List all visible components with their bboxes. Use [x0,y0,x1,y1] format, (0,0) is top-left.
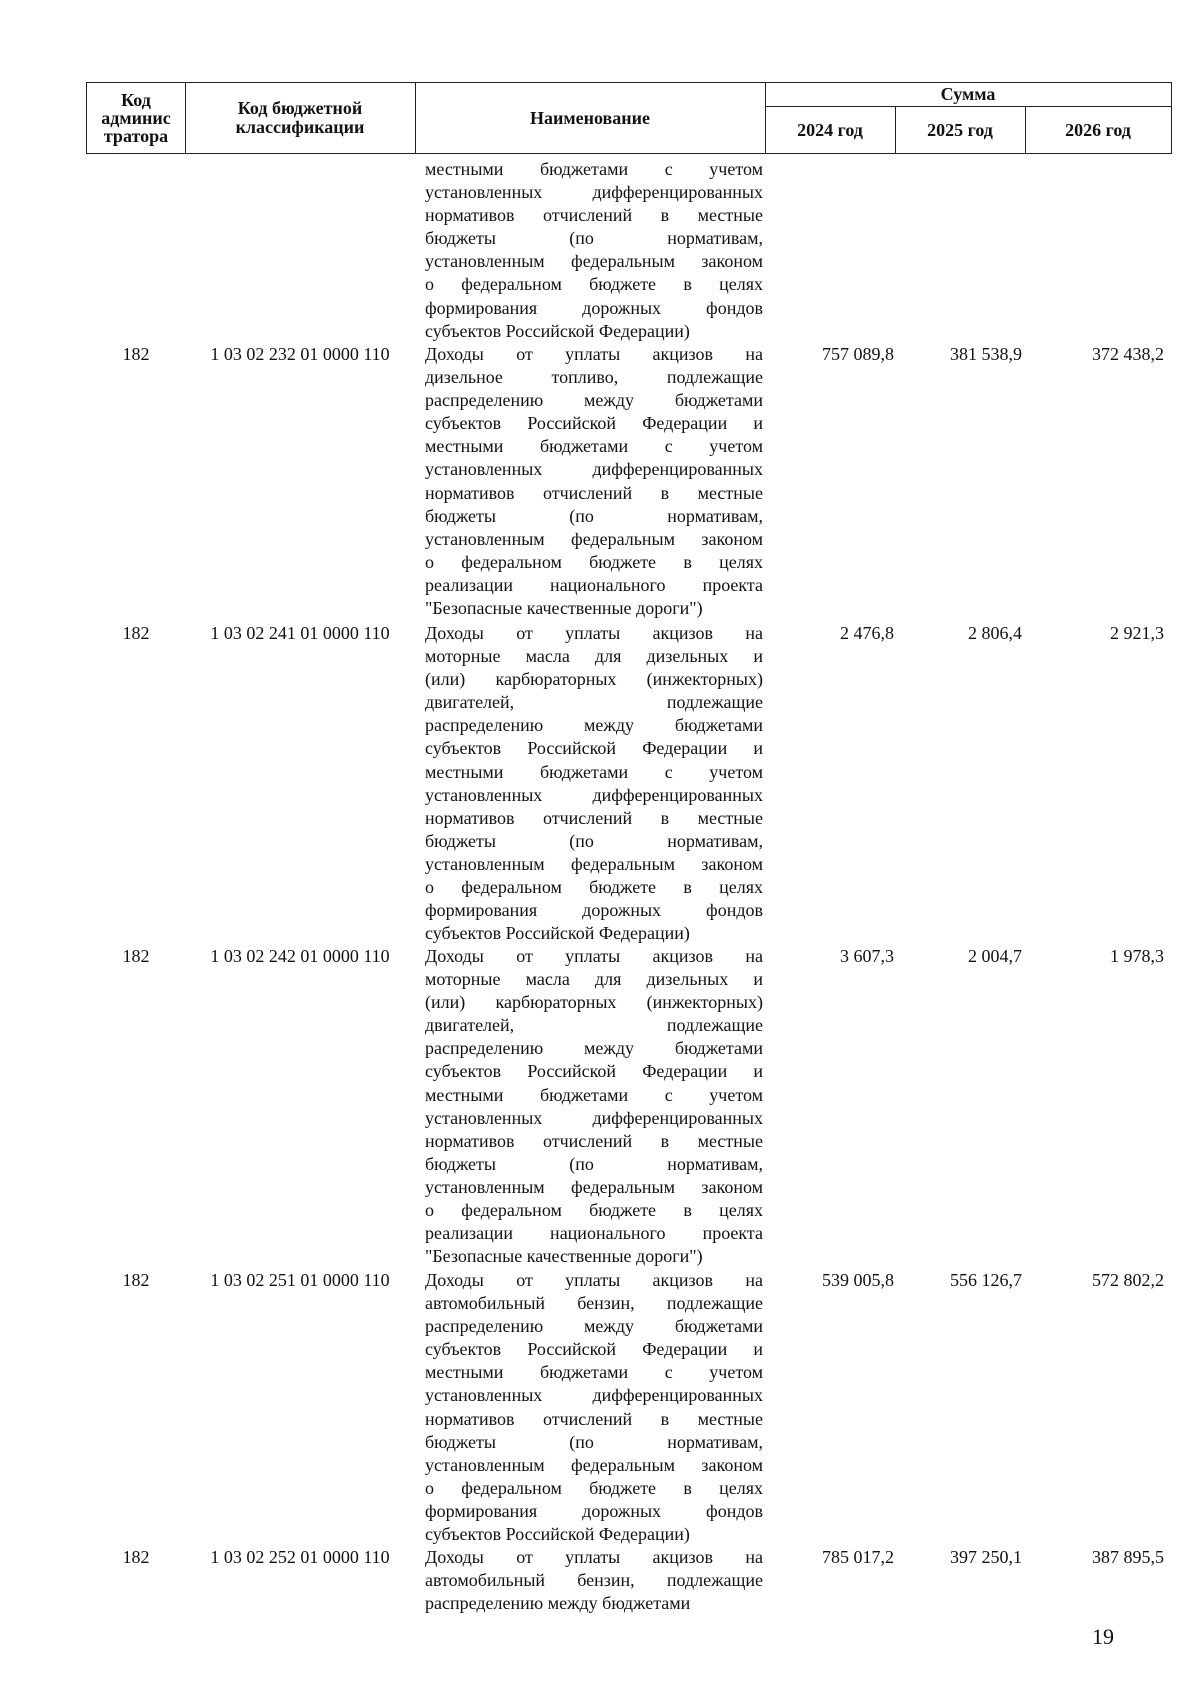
amount-2024: 3 607,3 [840,946,894,966]
admin-code: 182 [122,1270,150,1290]
item-name-line: двигателей, подлежащие [425,692,763,713]
item-name-line: бюджеты (по нормативам, [425,228,763,249]
item-name-line: Доходы от уплаты акцизов на [425,344,763,364]
item-name-line: Доходы от уплаты акцизов на [425,1270,763,1290]
item-name-line: установленных дифференцированных [425,182,763,203]
item-name-line: распределению между бюджетами [425,715,763,736]
admin-code: 182 [122,344,150,364]
item-name-line: о федеральном бюджете в целях [425,877,763,898]
item-name-line: установленных дифференцированных [425,1385,763,1406]
budget-classification-code: 1 03 02 232 01 0000 110 [210,344,390,364]
item-name-line: установленным федеральным законом [425,1176,763,1197]
item-name-line: установленным федеральным законом [425,853,763,874]
item-name-line: реализации национального проекта [425,574,763,595]
header-year-2026: 2026 год [1065,119,1131,140]
amount-2024: 757 089,8 [822,344,894,364]
item-name-line: субъектов Российской Федерации и [425,1339,763,1360]
item-name-line: "Безопасные качественные дороги") [425,1246,703,1267]
header-admin-code: Код админис тратора [101,90,171,146]
admin-code: 182 [122,946,150,966]
item-name-line: бюджеты (по нормативам, [425,505,763,526]
budget-classification-code: 1 03 02 251 01 0000 110 [210,1270,390,1290]
budget-classification-code: 1 03 02 241 01 0000 110 [210,623,390,643]
header-budget-code: Код бюджетной классификации [235,98,365,137]
header-sum: Сумма [940,84,996,104]
item-name-line: дизельное топливо, подлежащие [425,367,763,388]
amount-2024: 2 476,8 [840,623,894,643]
item-name [425,343,763,620]
item-name-line: автомобильный бензин, подлежащие [425,1570,763,1591]
amount-2025: 2 004,7 [968,946,1022,966]
header-year-2024: 2024 год [797,119,863,140]
item-name-line: местными бюджетами с учетом [425,1084,763,1105]
admin-code: 182 [122,1547,150,1567]
item-name-line: субъектов Российской Федерации) [425,923,690,944]
item-name-line: установленным федеральным законом [425,1454,763,1475]
header-year-2025: 2025 год [927,119,993,140]
item-name-line: установленных дифференцированных [425,459,763,480]
item-name-line: установленных дифференцированных [425,1107,763,1128]
item-name-line: (или) карбюраторных (инжекторных) [425,669,763,690]
item-name-line: субъектов Российской Федерации и [425,413,763,434]
item-name [425,1546,763,1615]
item-name-line: двигателей, подлежащие [425,1015,763,1036]
item-name-line: бюджеты (по нормативам, [425,1431,763,1452]
item-name-line: распределению между бюджетами [425,1316,763,1337]
admin-code: 182 [122,623,150,643]
amount-2025: 397 250,1 [950,1547,1022,1567]
table-header [86,82,1172,154]
item-name-line: распределению между бюджетами [425,1593,691,1614]
amount-2026: 372 438,2 [1092,344,1164,364]
item-name-line: установленных дифференцированных [425,784,763,805]
item-name [425,945,763,1268]
item-name-line: формирования дорожных фондов [425,297,763,318]
amount-2025: 2 806,4 [968,623,1022,643]
item-name-line: установленным федеральным законом [425,528,763,549]
item-name-line: автомобильный бензин, подлежащие [425,1293,763,1314]
item-name-line: Доходы от уплаты акцизов на [425,623,763,643]
amount-2025: 556 126,7 [950,1270,1022,1290]
item-name-line: установленным федеральным законом [425,251,763,272]
header-name: Наименование [530,107,650,128]
item-name-line: моторные масла для дизельных и [425,646,763,667]
item-name-line: формирования дорожных фондов [425,900,763,921]
item-name-line: нормативов отчислений в местные [425,482,763,503]
budget-classification-code: 1 03 02 252 01 0000 110 [210,1547,390,1567]
item-name [425,622,763,945]
item-name-line: "Безопасные качественные дороги") [425,598,703,619]
item-name-line: о федеральном бюджете в целях [425,274,763,295]
item-name-line: субъектов Российской Федерации) [425,320,690,341]
item-name-line: (или) карбюраторных (инжекторных) [425,992,763,1013]
item-name-line: субъектов Российской Федерации) [425,1524,690,1545]
item-name-line: местными бюджетами с учетом [425,1362,763,1383]
item-name-line: субъектов Российской Федерации и [425,738,763,759]
page-number: 19 [1092,1624,1114,1649]
item-name-line: о федеральном бюджете в целях [425,551,763,572]
amount-2024: 785 017,2 [822,1547,894,1567]
item-name-line: о федеральном бюджете в целях [425,1477,763,1498]
item-name-line: распределению между бюджетами [425,1038,763,1059]
item-name-line: Доходы от уплаты акцизов на [425,946,763,966]
item-name-line: местными бюджетами с учетом [425,159,763,179]
budget-classification-code: 1 03 02 242 01 0000 110 [210,946,390,966]
item-name [425,158,763,343]
item-name-line: о федеральном бюджете в целях [425,1200,763,1221]
item-name-line: формирования дорожных фондов [425,1500,763,1521]
amount-2026: 2 921,3 [1110,623,1164,643]
item-name-line: бюджеты (по нормативам, [425,830,763,851]
item-name-line: Доходы от уплаты акцизов на [425,1547,763,1567]
amount-2026: 387 895,5 [1092,1547,1164,1567]
item-name-line: распределению между бюджетами [425,390,763,411]
item-name-line: нормативов отчислений в местные [425,1130,763,1151]
item-name-line: бюджеты (по нормативам, [425,1153,763,1174]
item-name-line: местными бюджетами с учетом [425,436,763,457]
item-name [425,1269,763,1546]
item-name-line: местными бюджетами с учетом [425,761,763,782]
item-name-line: нормативов отчислений в местные [425,807,763,828]
amount-2026: 572 802,2 [1092,1270,1164,1290]
item-name-line: реализации национального проекта [425,1223,763,1244]
item-name-line: моторные масла для дизельных и [425,969,763,990]
item-name-line: нормативов отчислений в местные [425,205,763,226]
amount-2025: 381 538,9 [950,344,1022,364]
item-name-line: нормативов отчислений в местные [425,1408,763,1429]
amount-2026: 1 978,3 [1110,946,1164,966]
item-name-line: субъектов Российской Федерации и [425,1061,763,1082]
amount-2024: 539 005,8 [822,1270,894,1290]
